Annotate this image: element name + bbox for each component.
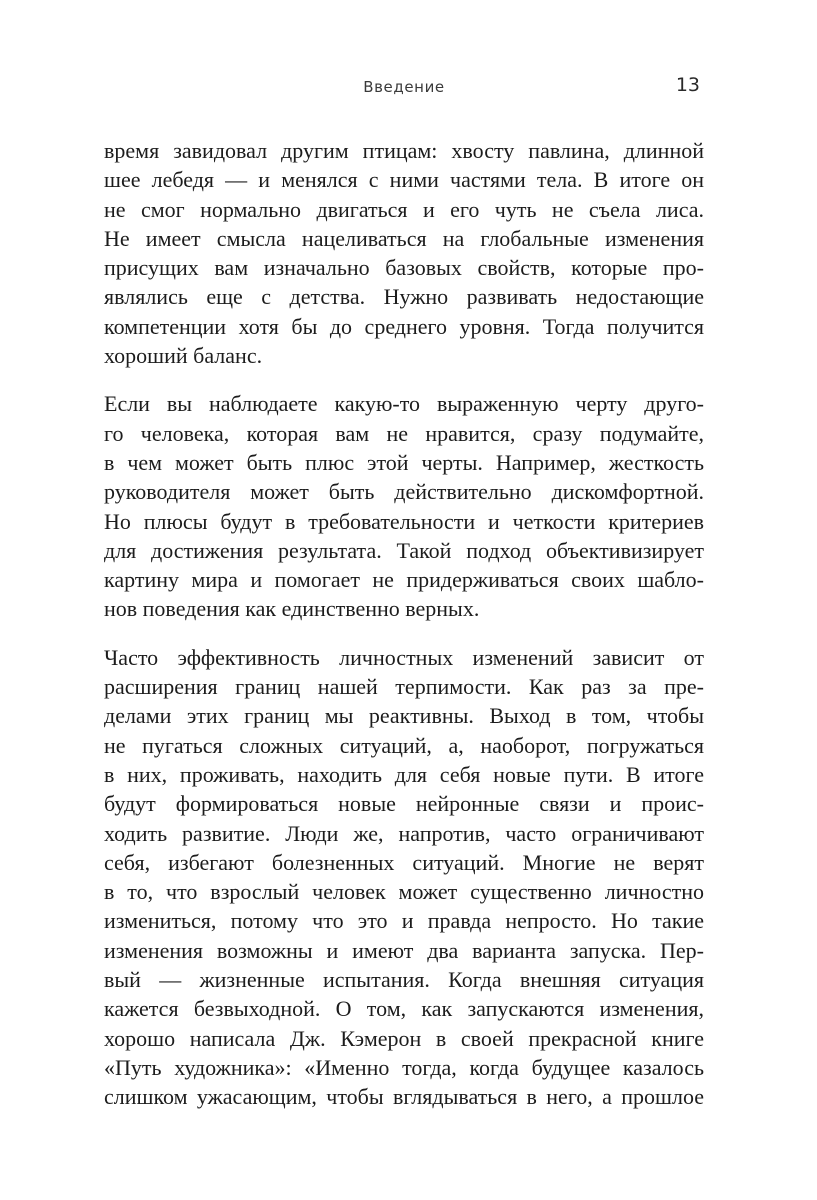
text-line: «Путь художника»: «Именно тогда, когда будущее казалось [104, 1054, 704, 1080]
text-line: не смог нормально двигаться и его чуть не съела лиса. [104, 196, 704, 222]
text-line: го человека, которая вам не нравится, сразу подумайте, [104, 420, 704, 446]
text-line: Если вы наблюдаете какую-то выраженную черту друго- [104, 391, 704, 417]
text-line: кажется безвыходной. О том, как запускаются изменения, [104, 996, 704, 1022]
text-line: руководителя может быть действительно дискомфортной. [104, 479, 704, 505]
text-line: расширения границ нашей терпимости. Как раз за пре- [104, 674, 704, 700]
text-line: себя, избегают болезненных ситуаций. Многие не верят [104, 849, 704, 875]
text-line: будут формироваться новые нейронные связи и проис- [104, 791, 704, 817]
body-text [104, 136, 704, 1131]
text-line: шее лебедя — и менялся с ними частями тела. В итоге он [104, 167, 704, 193]
running-header [104, 74, 704, 102]
text-line: хорошо написала Дж. Кэмерон в своей прекрасной книге [104, 1025, 704, 1051]
page-number: 13 [675, 74, 700, 96]
paragraph-3 [104, 643, 704, 1112]
chapter-title: Введение [363, 78, 445, 96]
text-line: делами этих границ мы реактивны. Выход в том, чтобы [104, 703, 704, 729]
text-line: в чем может быть плюс этой черты. Например, жесткость [104, 449, 704, 475]
text-line: ходить развитие. Люди же, напротив, часто ограничивают [104, 820, 704, 846]
paragraph-1 [104, 136, 704, 370]
text-line: картину мира и помогает не придерживаться своих шабло- [104, 567, 704, 593]
text-line: являлись еще с детства. Нужно развивать недостающие [104, 284, 704, 310]
text-line: в то, что взрослый человек может существенно личностно [104, 879, 704, 905]
text-line: в них, проживать, находить для себя новые пути. В итоге [104, 761, 704, 787]
text-line: измениться, потому что это и правда непросто. Но такие [104, 908, 704, 934]
text-line: Но плюсы будут в требовательности и четкости критериев [104, 508, 704, 534]
text-line: для достижения результата. Такой подход объективизирует [104, 537, 704, 563]
text-line: компетенции хотя бы до среднего уровня. Тогда получится [104, 313, 704, 339]
text-line: время завидовал другим птицам: хвосту павлина, длинной [104, 138, 704, 163]
text-line: Не имеет смысла нацеливаться на глобальные изменения [104, 225, 704, 251]
text-line: слишком ужасающим, чтобы вглядываться в него, а прошлое [104, 1084, 704, 1110]
text-line: Часто эффективность личностных изменений зависит от [104, 644, 704, 670]
text-line: хороший баланс. [104, 343, 263, 369]
text-line: не пугаться сложных ситуаций, а, наоборот, погружаться [104, 732, 704, 758]
text-line: вый — жизненные испытания. Когда внешняя ситуация [104, 967, 704, 993]
text-line: нов поведения как единственно верных. [104, 596, 480, 622]
paragraph-2 [104, 389, 704, 623]
text-line: присущих вам изначально базовых свойств, которые про- [104, 255, 704, 281]
text-line: изменения возможны и имеют два варианта запуска. Пер- [104, 937, 704, 963]
